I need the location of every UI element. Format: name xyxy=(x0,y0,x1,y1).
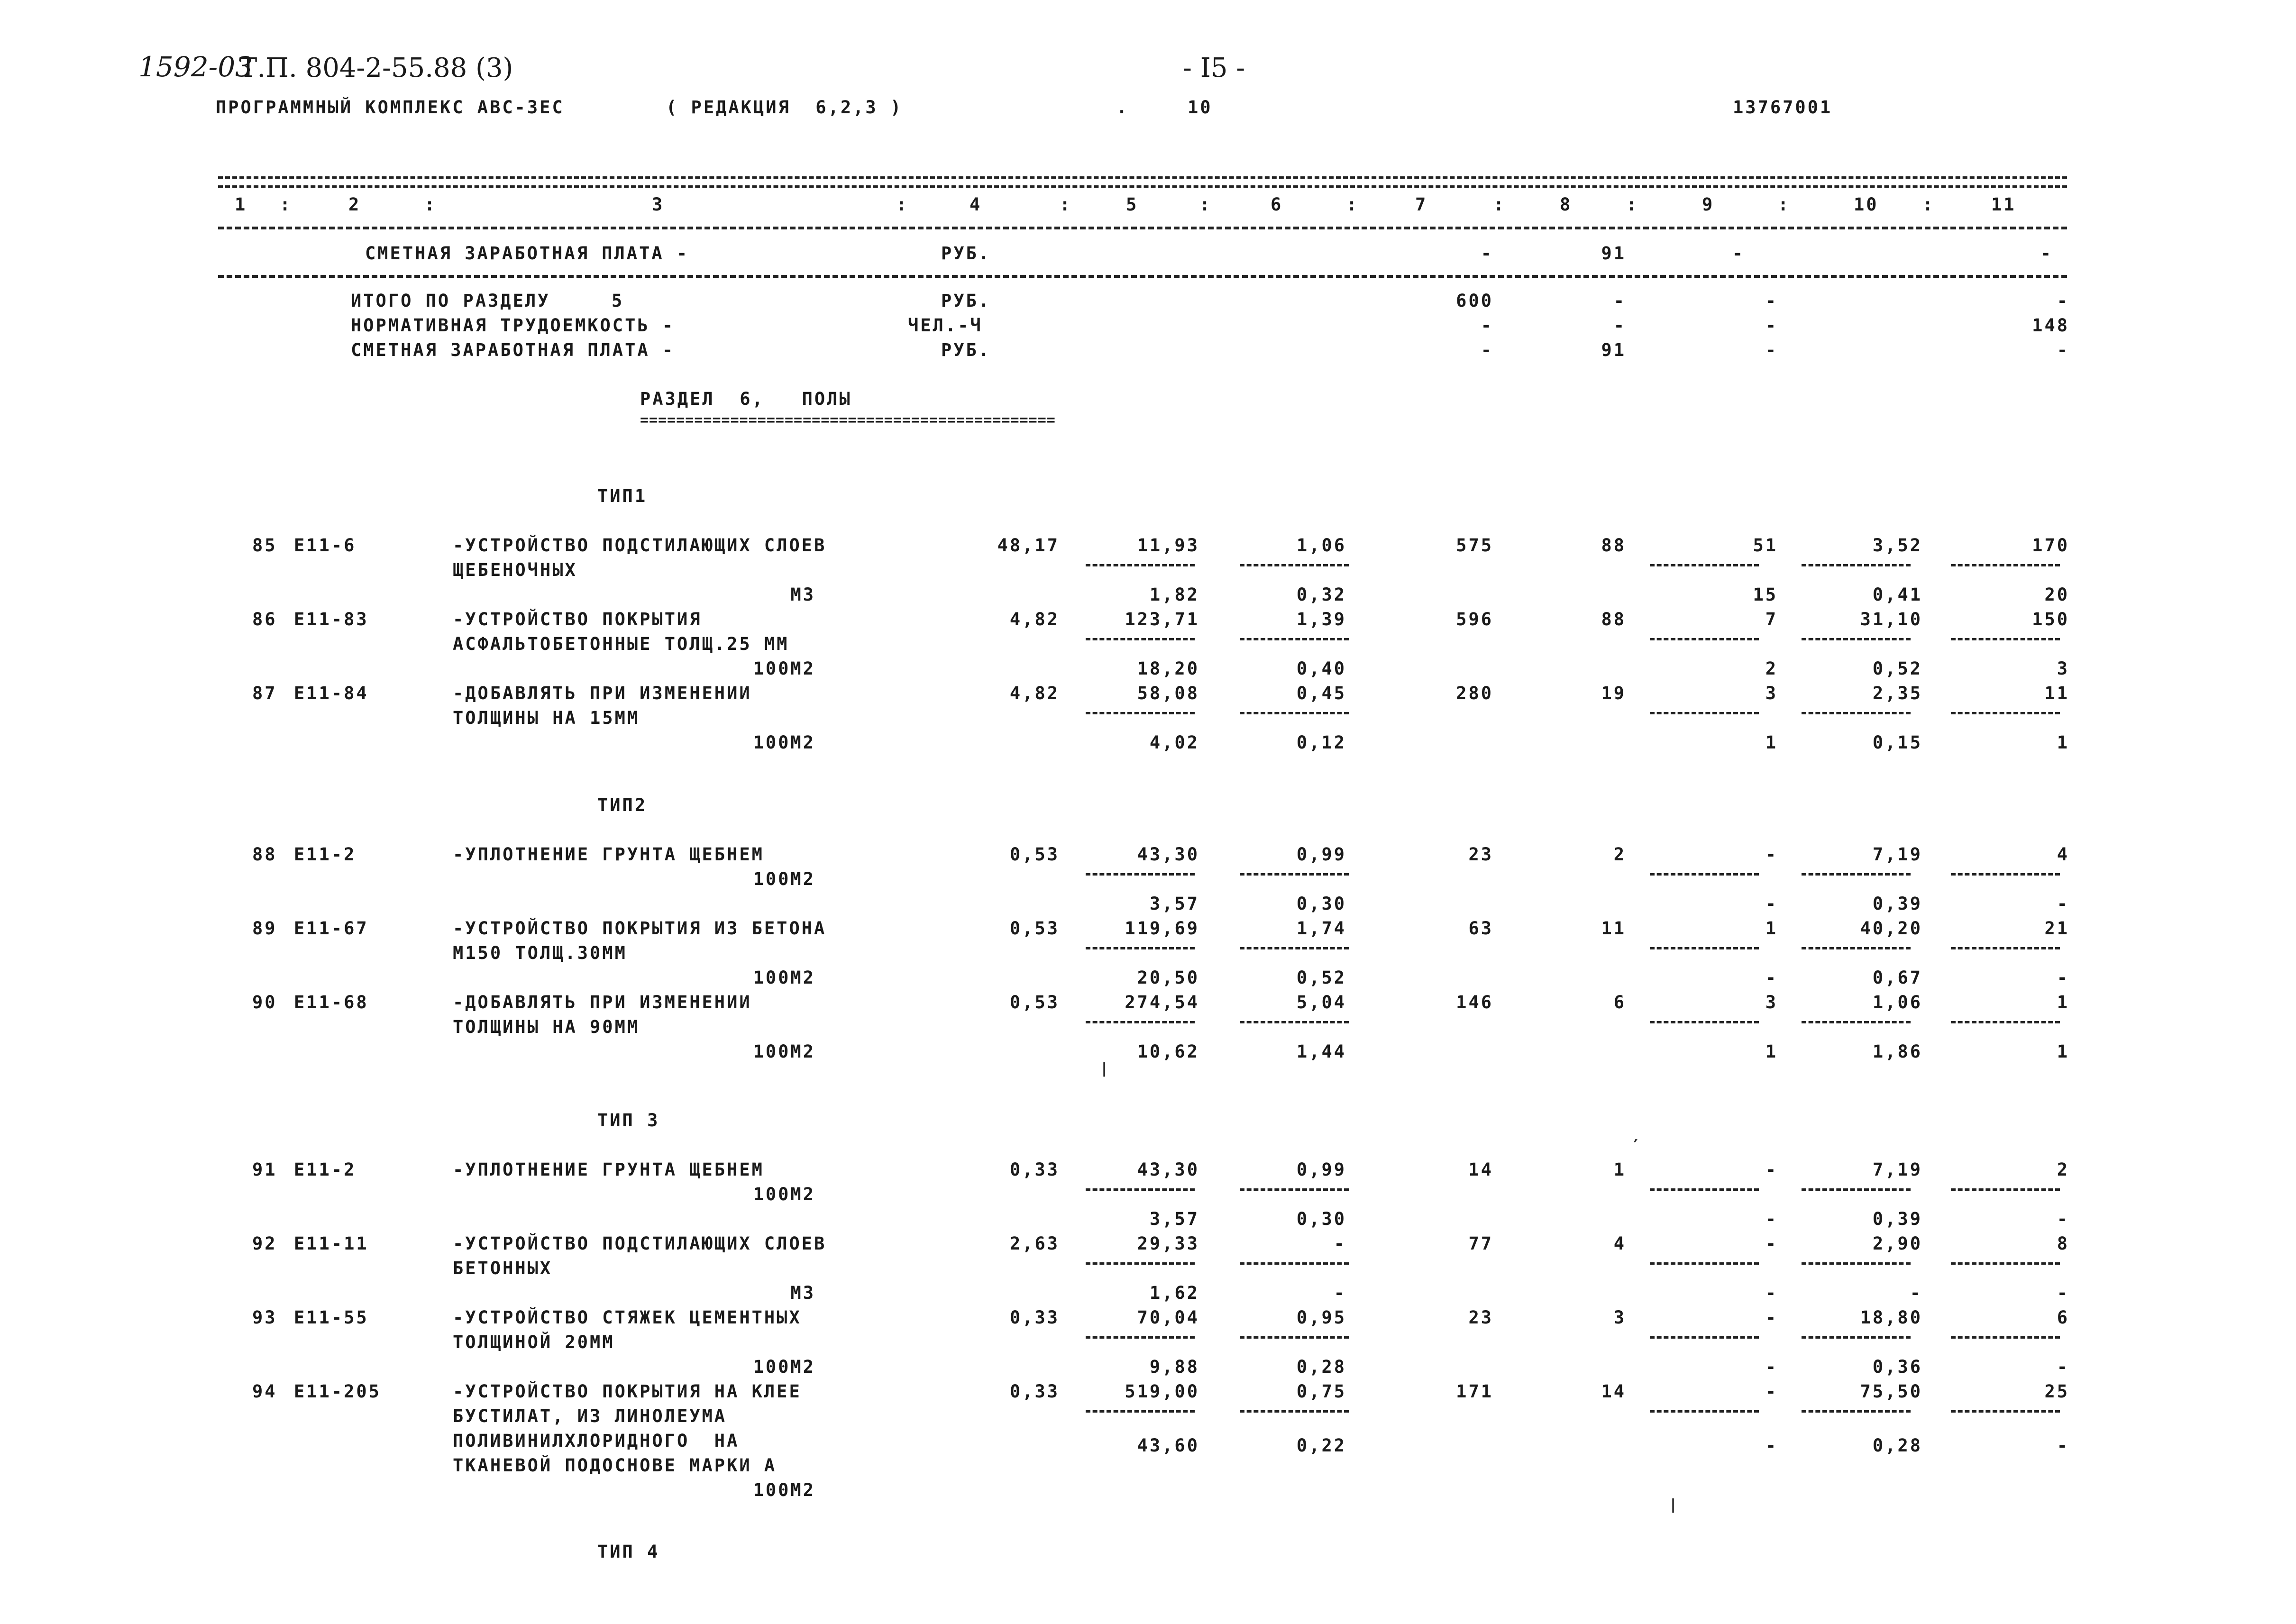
cell-c4: 0,33 xyxy=(1009,1381,1060,1402)
column-separator: : xyxy=(424,194,437,215)
item-code: Е11-11 xyxy=(294,1233,369,1254)
cell-c5-secondary: 18,20 xyxy=(1137,658,1199,679)
cell-rule xyxy=(1650,1410,1759,1413)
cell-rule xyxy=(1951,1188,2060,1191)
cell-c11: 21 xyxy=(2044,918,2069,939)
cell-c6-secondary: 0,40 xyxy=(1296,658,1346,679)
total-c7: - xyxy=(1481,315,1493,336)
cell-rule xyxy=(1802,638,1911,640)
cell-c10: 7,19 xyxy=(1872,844,1922,865)
cell-c10-secondary: 0,39 xyxy=(1872,894,1922,914)
cell-rule xyxy=(1086,1188,1195,1191)
cell-c8: 4 xyxy=(1613,1233,1626,1254)
cell-rule xyxy=(1802,1336,1911,1339)
total-c11: - xyxy=(2057,291,2069,311)
page-number: - I5 - xyxy=(1183,53,1245,83)
cell-c11: 8 xyxy=(2057,1233,2069,1254)
cell-c5: 123,71 xyxy=(1125,609,1199,630)
cell-c6-secondary: 1,44 xyxy=(1296,1041,1346,1062)
cell-c8: 6 xyxy=(1613,992,1626,1013)
cell-c6: 0,75 xyxy=(1296,1381,1346,1402)
cell-c10-secondary: 0,67 xyxy=(1872,967,1922,988)
item-number: 94 xyxy=(252,1381,277,1402)
cell-rule xyxy=(1951,1336,2060,1339)
cell-c7: 280 xyxy=(1456,683,1493,703)
item-unit: 100М2 xyxy=(753,1041,815,1062)
cell-c11-secondary: 3 xyxy=(2057,658,2069,679)
total-c8: - xyxy=(1613,291,1626,311)
cell-c9-secondary: 1 xyxy=(1765,1041,1778,1062)
column-number-10: 10 xyxy=(1854,194,1879,215)
item-description: -УСТРОЙСТВО ПОДСТИЛАЮЩИХ СЛОЕВ xyxy=(453,1233,827,1254)
cell-rule xyxy=(1802,1262,1911,1265)
cell-c7: 23 xyxy=(1468,844,1493,865)
cell-c7: 146 xyxy=(1456,992,1493,1013)
item-number: 92 xyxy=(252,1233,277,1254)
item-description: -УСТРОЙСТВО ПОКРЫТИЯ xyxy=(453,609,702,630)
cell-rule xyxy=(1086,947,1195,949)
cell-c6-secondary: 0,30 xyxy=(1296,894,1346,914)
cell-rule xyxy=(1650,712,1759,714)
total-section-number: 5 xyxy=(612,291,624,311)
total-label: НОРМАТИВНАЯ ТРУДОЕМКОСТЬ - xyxy=(351,315,675,336)
cell-rule xyxy=(1650,1336,1759,1339)
cell-c10-secondary: - xyxy=(1910,1283,1922,1303)
cell-c7: 171 xyxy=(1456,1381,1493,1402)
cell-c9-secondary: - xyxy=(1765,967,1778,988)
item-number: 85 xyxy=(252,535,277,556)
cell-c6-secondary: - xyxy=(1334,1283,1346,1303)
cell-c9-secondary: 15 xyxy=(1753,584,1778,605)
cell-rule xyxy=(1240,1021,1349,1023)
scan-mark: ′ xyxy=(1631,1136,1643,1155)
cell-rule xyxy=(1086,873,1195,876)
item-description: ЩЕБЕНОЧНЫХ xyxy=(453,560,577,580)
cell-rule xyxy=(1240,564,1349,566)
cell-c6-secondary: 0,30 xyxy=(1296,1209,1346,1229)
item-description: БЕТОННЫХ xyxy=(453,1258,553,1278)
cell-c7: 596 xyxy=(1456,609,1493,630)
item-number: 93 xyxy=(252,1307,277,1328)
item-code: Е11-2 xyxy=(294,1159,357,1180)
cell-c11-secondary: 20 xyxy=(2044,584,2069,605)
cell-c5-secondary: 43,60 xyxy=(1137,1435,1199,1456)
cell-c7: 23 xyxy=(1468,1307,1493,1328)
cell-c9: 7 xyxy=(1765,609,1778,630)
cell-c5-secondary: 3,57 xyxy=(1149,894,1199,914)
cell-c11-secondary: 1 xyxy=(2057,1041,2069,1062)
cell-c5-secondary: 20,50 xyxy=(1137,967,1199,988)
cell-c9-secondary: 1 xyxy=(1765,732,1778,753)
item-description: ТКАНЕВОЙ ПОДОСНОВЕ МАРКИ А xyxy=(453,1455,777,1476)
cell-c6-secondary: 0,28 xyxy=(1296,1357,1346,1377)
column-number-5: 5 xyxy=(1126,194,1139,215)
cell-rule xyxy=(1802,564,1911,566)
cell-c10: 75,50 xyxy=(1860,1381,1922,1402)
column-number-7: 7 xyxy=(1415,194,1428,215)
cell-c10: 2,90 xyxy=(1872,1233,1922,1254)
cell-c8: 3 xyxy=(1613,1307,1626,1328)
item-unit: 100М2 xyxy=(753,1357,815,1377)
summary-top-c7: - xyxy=(1481,243,1493,264)
cell-rule xyxy=(1650,1021,1759,1023)
column-header-bottom-rule xyxy=(218,227,2067,229)
cell-rule xyxy=(1086,712,1195,714)
cell-c6: 0,95 xyxy=(1296,1307,1346,1328)
program-name: ПРОГРАММНЫЙ КОМПЛЕКС АВС-3ЕС xyxy=(216,97,565,118)
item-number: 89 xyxy=(252,918,277,939)
cell-c11-secondary: - xyxy=(2057,894,2069,914)
item-number: 91 xyxy=(252,1159,277,1180)
cell-c11: 150 xyxy=(2032,609,2069,630)
cell-c9-secondary: - xyxy=(1765,1209,1778,1229)
cell-c6-secondary: 0,32 xyxy=(1296,584,1346,605)
item-code: Е11-6 xyxy=(294,535,357,556)
cell-rule xyxy=(1802,1188,1911,1191)
cell-c9: - xyxy=(1765,1307,1778,1328)
cell-c4: 0,33 xyxy=(1009,1307,1060,1328)
cell-c10-secondary: 0,15 xyxy=(1872,732,1922,753)
cell-c4: 2,63 xyxy=(1009,1233,1060,1254)
summary-top-c8: 91 xyxy=(1601,243,1626,264)
total-c9: - xyxy=(1765,315,1778,336)
cell-c9: 3 xyxy=(1765,992,1778,1013)
cell-c11-secondary: - xyxy=(2057,1435,2069,1456)
type-heading: ТИП 4 xyxy=(597,1542,660,1562)
column-separator: : xyxy=(280,194,293,215)
section-title-underline: ============================================== xyxy=(640,412,1056,429)
item-description: -ДОБАВЛЯТЬ ПРИ ИЗМЕНЕНИИ xyxy=(453,992,752,1013)
cell-c11: 170 xyxy=(2032,535,2069,556)
document-code: Т.П. 804-2-55.88 (3) xyxy=(239,53,513,83)
cell-c5-secondary: 1,62 xyxy=(1149,1283,1199,1303)
cell-c11: 4 xyxy=(2057,844,2069,865)
program-edition: ( РЕДАКЦИЯ 6,2,3 ) xyxy=(666,97,903,118)
cell-c5-secondary: 9,88 xyxy=(1149,1357,1199,1377)
cell-rule xyxy=(1086,1262,1195,1265)
item-description: ТОЛЩИНОЙ 20ММ xyxy=(453,1332,615,1352)
cell-c10-secondary: 0,28 xyxy=(1872,1435,1922,1456)
cell-c10: 31,10 xyxy=(1860,609,1922,630)
item-unit: М3 xyxy=(790,1283,815,1303)
column-separator: : xyxy=(896,194,909,215)
cell-c11-secondary: - xyxy=(2057,1209,2069,1229)
item-description: -УСТРОЙСТВО ПОДСТИЛАЮЩИХ СЛОЕВ xyxy=(453,535,827,556)
cell-c5-secondary: 10,62 xyxy=(1137,1041,1199,1062)
cell-rule xyxy=(1802,873,1911,876)
cell-c7: 63 xyxy=(1468,918,1493,939)
scan-mark: | xyxy=(1669,1496,1680,1513)
cell-c8: 2 xyxy=(1613,844,1626,865)
cell-c9: - xyxy=(1765,1233,1778,1254)
column-number-11: 11 xyxy=(1991,194,2016,215)
item-code: Е11-205 xyxy=(294,1381,381,1402)
cell-c4: 0,53 xyxy=(1009,918,1060,939)
summary-top-c9: - xyxy=(1732,243,1745,264)
section-title: РАЗДЕЛ 6, ПОЛЫ xyxy=(640,389,852,409)
cell-c10: 2,35 xyxy=(1872,683,1922,703)
total-c11: 148 xyxy=(2032,315,2069,336)
cell-c9: - xyxy=(1765,1381,1778,1402)
cell-c6: 0,99 xyxy=(1296,1159,1346,1180)
cell-c4: 48,17 xyxy=(997,535,1060,556)
cell-c10-secondary: 0,36 xyxy=(1872,1357,1922,1377)
cell-c11: 11 xyxy=(2044,683,2069,703)
item-unit: 100М2 xyxy=(753,967,815,988)
cell-c7: 575 xyxy=(1456,535,1493,556)
column-number-9: 9 xyxy=(1702,194,1715,215)
cell-rule xyxy=(1951,1410,2060,1413)
column-number-6: 6 xyxy=(1271,194,1283,215)
cell-c6-secondary: 0,12 xyxy=(1296,732,1346,753)
cell-c8: 11 xyxy=(1601,918,1626,939)
item-unit: 100М2 xyxy=(753,1184,815,1204)
cell-c6: - xyxy=(1334,1233,1346,1254)
cell-c10: 40,20 xyxy=(1860,918,1922,939)
total-c7: 600 xyxy=(1456,291,1493,311)
cell-rule xyxy=(1240,1336,1349,1339)
cell-c5: 58,08 xyxy=(1137,683,1199,703)
column-separator: : xyxy=(1199,194,1212,215)
cell-c8: 88 xyxy=(1601,535,1626,556)
cell-rule xyxy=(1951,1262,2060,1265)
cell-c5: 29,33 xyxy=(1137,1233,1199,1254)
total-unit: ЧЕЛ.-Ч xyxy=(908,315,983,336)
cell-rule xyxy=(1951,873,2060,876)
cell-c10: 7,19 xyxy=(1872,1159,1922,1180)
scan-mark: | xyxy=(1100,1060,1111,1077)
item-unit: 100М2 xyxy=(753,658,815,679)
column-separator: : xyxy=(1626,194,1639,215)
cell-rule xyxy=(1650,947,1759,949)
item-description: ПОЛИВИНИЛХЛОРИДНОГО НА xyxy=(453,1431,740,1451)
cell-c8: 1 xyxy=(1613,1159,1626,1180)
cell-rule xyxy=(1240,1188,1349,1191)
column-number-4: 4 xyxy=(970,194,982,215)
dot-mark: . xyxy=(1116,97,1129,118)
cell-rule xyxy=(1951,947,2060,949)
cell-c9-secondary: - xyxy=(1765,894,1778,914)
item-code: Е11-55 xyxy=(294,1307,369,1328)
cell-c10-secondary: 0,52 xyxy=(1872,658,1922,679)
column-separator: : xyxy=(1346,194,1359,215)
item-unit: 100М2 xyxy=(753,732,815,753)
cell-c5: 43,30 xyxy=(1137,844,1199,865)
cell-c5: 43,30 xyxy=(1137,1159,1199,1180)
item-description: БУСТИЛАТ, ИЗ ЛИНОЛЕУМА xyxy=(453,1406,727,1426)
cell-c7: 77 xyxy=(1468,1233,1493,1254)
cell-rule xyxy=(1650,638,1759,640)
item-unit: М3 xyxy=(790,584,815,605)
cell-rule xyxy=(1951,1021,2060,1023)
cell-c5: 274,54 xyxy=(1125,992,1199,1013)
cell-c11: 2 xyxy=(2057,1159,2069,1180)
item-number: 87 xyxy=(252,683,277,703)
cell-rule xyxy=(1650,873,1759,876)
total-c8: 91 xyxy=(1601,340,1626,360)
cell-c11-secondary: - xyxy=(2057,1357,2069,1377)
cell-c9-secondary: - xyxy=(1765,1283,1778,1303)
total-label: СМЕТНАЯ ЗАРАБОТНАЯ ПЛАТА - xyxy=(351,340,675,360)
cell-rule xyxy=(1240,1410,1349,1413)
cell-c5-secondary: 4,02 xyxy=(1149,732,1199,753)
column-number-3: 3 xyxy=(652,194,665,215)
summary-rule xyxy=(218,275,2067,278)
cell-c6: 0,99 xyxy=(1296,844,1346,865)
total-c8: - xyxy=(1613,315,1626,336)
cell-rule xyxy=(1240,712,1349,714)
cell-c5: 119,69 xyxy=(1125,918,1199,939)
total-c7: - xyxy=(1481,340,1493,360)
item-code: Е11-67 xyxy=(294,918,369,939)
item-code: Е11-83 xyxy=(294,609,369,630)
column-separator: : xyxy=(1060,194,1072,215)
total-c11: - xyxy=(2057,340,2069,360)
cell-c10: 18,80 xyxy=(1860,1307,1922,1328)
cell-c6-secondary: 0,22 xyxy=(1296,1435,1346,1456)
item-description: -УПЛОТНЕНИЕ ГРУНТА ЩЕБНЕМ xyxy=(453,1159,764,1180)
cell-rule xyxy=(1802,1410,1911,1413)
cell-c10-secondary: 0,41 xyxy=(1872,584,1922,605)
cell-c11: 25 xyxy=(2044,1381,2069,1402)
cell-c4: 4,82 xyxy=(1009,683,1060,703)
cell-rule xyxy=(1086,1336,1195,1339)
cell-rule xyxy=(1951,712,2060,714)
cell-rule xyxy=(1802,947,1911,949)
cell-c11: 6 xyxy=(2057,1307,2069,1328)
item-number: 90 xyxy=(252,992,277,1013)
cell-c6: 0,45 xyxy=(1296,683,1346,703)
item-description: -ДОБАВЛЯТЬ ПРИ ИЗМЕНЕНИИ xyxy=(453,683,752,703)
summary-top-label: СМЕТНАЯ ЗАРАБОТНАЯ ПЛАТА - xyxy=(365,243,689,264)
cell-c10: 3,52 xyxy=(1872,535,1922,556)
cell-c9: - xyxy=(1765,1159,1778,1180)
item-description: АСФАЛЬТОБЕТОННЫЕ ТОЛЩ.25 ММ xyxy=(453,634,789,654)
cell-rule xyxy=(1240,947,1349,949)
cell-c5-secondary: 3,57 xyxy=(1149,1209,1199,1229)
cell-rule xyxy=(1086,638,1195,640)
cell-c11-secondary: - xyxy=(2057,1283,2069,1303)
cell-rule xyxy=(1086,1410,1195,1413)
type-heading: ТИП1 xyxy=(597,486,648,506)
cell-c9: 3 xyxy=(1765,683,1778,703)
total-c9: - xyxy=(1765,340,1778,360)
cell-c9: 51 xyxy=(1753,535,1778,556)
item-description: -УПЛОТНЕНИЕ ГРУНТА ЩЕБНЕМ xyxy=(453,844,764,865)
cell-c8: 14 xyxy=(1601,1381,1626,1402)
item-code: Е11-2 xyxy=(294,844,357,865)
summary-top-unit: РУБ. xyxy=(941,243,991,264)
cell-rule xyxy=(1802,712,1911,714)
cell-c6: 1,39 xyxy=(1296,609,1346,630)
cell-c5: 11,93 xyxy=(1137,535,1199,556)
item-code: Е11-84 xyxy=(294,683,369,703)
summary-top-c11: - xyxy=(2040,243,2053,264)
column-header-top-rule xyxy=(218,176,2067,188)
item-description: М150 ТОЛЩ.30ММ xyxy=(453,943,627,963)
total-unit: РУБ. xyxy=(941,291,991,311)
item-code: Е11-68 xyxy=(294,992,369,1013)
cell-c11-secondary: 1 xyxy=(2057,732,2069,753)
cell-c8: 19 xyxy=(1601,683,1626,703)
column-separator: : xyxy=(1778,194,1791,215)
handwritten-archive-number: 1592-03 xyxy=(138,51,253,83)
total-unit: РУБ. xyxy=(941,340,991,360)
cell-rule xyxy=(1802,1021,1911,1023)
item-description: -УСТРОЙСТВО ПОКРЫТИЯ ИЗ БЕТОНА xyxy=(453,918,827,939)
item-description: -УСТРОЙСТВО ПОКРЫТИЯ НА КЛЕЕ xyxy=(453,1381,802,1402)
item-number: 86 xyxy=(252,609,277,630)
cell-rule xyxy=(1650,564,1759,566)
cell-rule xyxy=(1086,1021,1195,1023)
column-number-1: 1 xyxy=(235,194,247,215)
cell-rule xyxy=(1240,638,1349,640)
column-number-8: 8 xyxy=(1560,194,1573,215)
cell-c9-secondary: - xyxy=(1765,1357,1778,1377)
cell-rule xyxy=(1951,638,2060,640)
cell-rule xyxy=(1086,564,1195,566)
cell-c7: 14 xyxy=(1468,1159,1493,1180)
cell-c10-secondary: 1,86 xyxy=(1872,1041,1922,1062)
cell-c5: 519,00 xyxy=(1125,1381,1199,1402)
document-id: 13767001 xyxy=(1733,97,1833,118)
list-number: 10 xyxy=(1188,97,1213,118)
cell-c8: 88 xyxy=(1601,609,1626,630)
cell-c5-secondary: 1,82 xyxy=(1149,584,1199,605)
cell-c5: 70,04 xyxy=(1137,1307,1199,1328)
item-unit: 100М2 xyxy=(753,869,815,889)
cell-c9: - xyxy=(1765,844,1778,865)
total-label: ИТОГО ПО РАЗДЕЛУ xyxy=(351,291,550,311)
cell-rule xyxy=(1951,564,2060,566)
cell-c4: 0,53 xyxy=(1009,992,1060,1013)
cell-c9-secondary: 2 xyxy=(1765,658,1778,679)
type-heading: ТИП2 xyxy=(597,795,648,815)
cell-rule xyxy=(1650,1188,1759,1191)
cell-rule xyxy=(1650,1262,1759,1265)
cell-c4: 0,53 xyxy=(1009,844,1060,865)
cell-c4: 0,33 xyxy=(1009,1159,1060,1180)
item-number: 88 xyxy=(252,844,277,865)
column-number-2: 2 xyxy=(348,194,361,215)
cell-rule xyxy=(1240,1262,1349,1265)
cell-c9: 1 xyxy=(1765,918,1778,939)
item-description: -УСТРОЙСТВО СТЯЖЕК ЦЕМЕНТНЫХ xyxy=(453,1307,802,1328)
cell-c4: 4,82 xyxy=(1009,609,1060,630)
cell-c6: 5,04 xyxy=(1296,992,1346,1013)
item-description: ТОЛЩИНЫ НА 15ММ xyxy=(453,708,640,728)
item-unit: 100М2 xyxy=(753,1480,815,1500)
cell-c9-secondary: - xyxy=(1765,1435,1778,1456)
type-heading: ТИП 3 xyxy=(597,1110,660,1131)
cell-c6-secondary: 0,52 xyxy=(1296,967,1346,988)
cell-c6: 1,06 xyxy=(1296,535,1346,556)
cell-c10: 1,06 xyxy=(1872,992,1922,1013)
cell-rule xyxy=(1240,873,1349,876)
column-separator: : xyxy=(1493,194,1506,215)
cell-c11: 1 xyxy=(2057,992,2069,1013)
item-description: ТОЛЩИНЫ НА 90ММ xyxy=(453,1017,640,1037)
column-separator: : xyxy=(1922,194,1935,215)
cell-c10-secondary: 0,39 xyxy=(1872,1209,1922,1229)
total-c9: - xyxy=(1765,291,1778,311)
cell-c11-secondary: - xyxy=(2057,967,2069,988)
cell-c6: 1,74 xyxy=(1296,918,1346,939)
